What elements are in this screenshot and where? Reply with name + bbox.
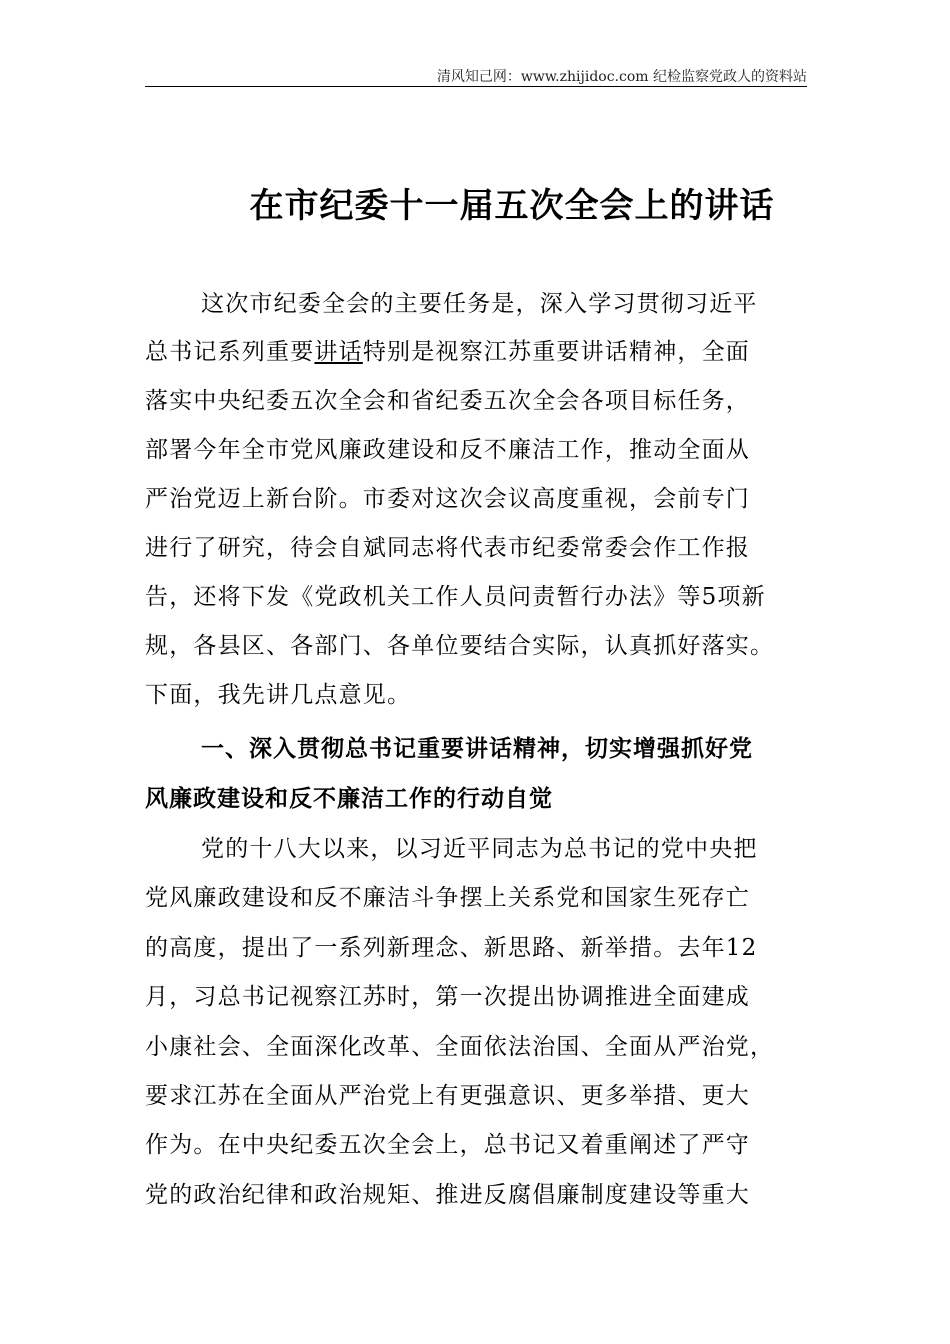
paragraph-line: 严治党迈上新台阶。市委对这次会议高度重视，会前专门: [145, 486, 750, 512]
page-header: [145, 66, 807, 86]
paragraph-line: 作为。在中央纪委五次全会上，总书记又着重阐述了严守: [145, 1132, 750, 1158]
paragraph-line: [145, 334, 750, 370]
paragraph-line: 落实中央纪委五次全会和省纪委五次全会各项目标任务，: [145, 388, 750, 414]
paragraph-line: 部署今年全市党风廉政建设和反不廉洁工作，推动全面从: [145, 437, 750, 463]
paragraph-line: 小康社会、全面深化改革、全面依法治国、全面从严治党，: [145, 1034, 775, 1060]
paragraph-line: 下面，我先讲几点意见。: [145, 682, 412, 708]
underlined-term: 讲话: [314, 339, 363, 365]
paragraph-line: 党风廉政建设和反不廉洁斗争摆上关系党和国家生死存亡: [145, 885, 750, 911]
paragraph-text: 特别是视察江苏重要讲话精神，全面: [362, 339, 751, 365]
paragraph-line: 进行了研究，待会自斌同志将代表市纪委常委会作工作报: [145, 535, 750, 561]
document-title: 在市纪委十一届五次全会上的讲话: [249, 186, 775, 226]
paragraph-line: 的高度，提出了一系列新理念、新思路、新举措。去年12: [145, 935, 758, 961]
paragraph-line: 告，还将下发《党政机关工作人员问责暂行办法》等5项新: [145, 584, 766, 610]
paragraph-line: 党的十八大以来，以习近平同志为总书记的党中央把: [201, 836, 758, 862]
paragraph-line: 党的政治纪律和政治规矩、推进反腐倡廉制度建设等重大: [145, 1182, 750, 1208]
paragraph-text: 总书记系列重要: [145, 339, 315, 365]
section-heading: 一、深入贯彻总书记重要讲话精神，切实增强抓好党: [201, 736, 753, 762]
paragraph-line: 月，习总书记视察江苏时，第一次提出协调推进全面建成: [145, 984, 750, 1010]
header-text: 清风知己网：www.zhijidoc.com 纪检监察党政人的资料站: [436, 69, 807, 85]
paragraph-line: 要求江苏在全面从严治党上有更强意识、更多举措、更大: [145, 1083, 750, 1109]
section-heading: 风廉政建设和反不廉洁工作的行动自觉: [145, 786, 553, 812]
paragraph-line: 这次市纪委全会的主要任务是，深入学习贯彻习近平: [201, 291, 758, 317]
paragraph-line: 规，各县区、各部门、各单位要结合实际，认真抓好落实。: [145, 633, 775, 659]
header-divider: [145, 86, 807, 87]
